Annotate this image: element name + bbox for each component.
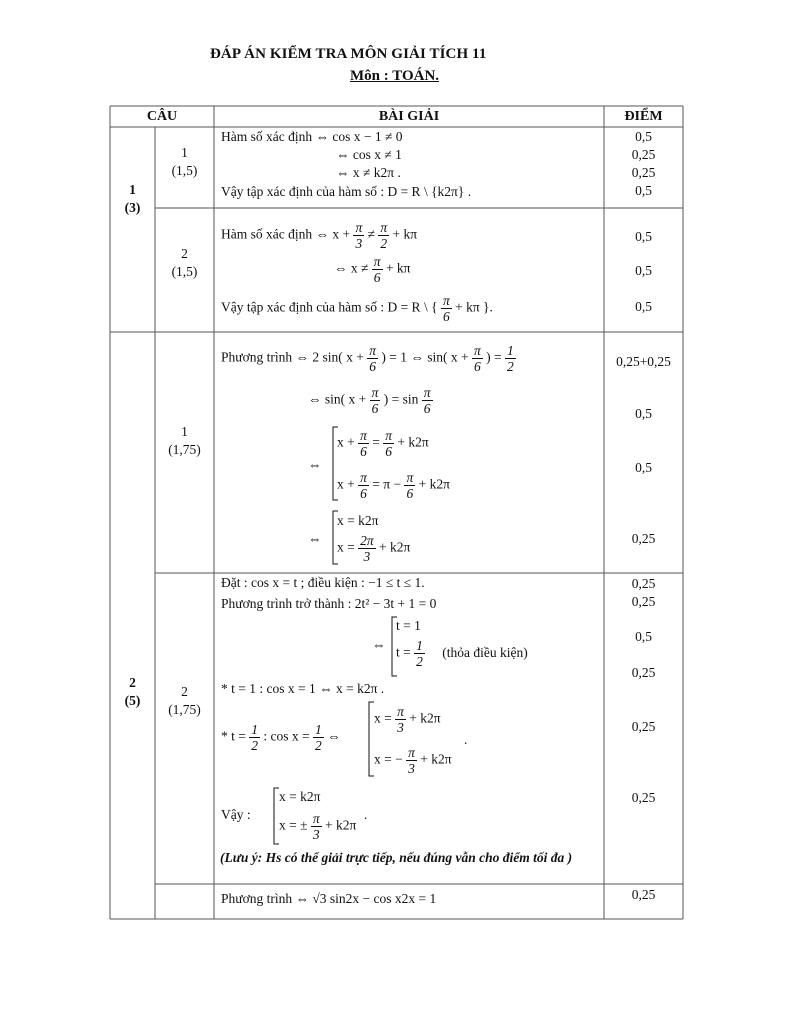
q2-p1-line1: Phương trình ⇔ 2 sin( x + $\frac{\pi}{6}$ ) = 1 ⇔ sin( x + $\frac{\pi}{6}$ ) = $\frac{1}{2}$	[221, 343, 514, 374]
q2-p3-line1: Phương trình ⇔ √3 sin2x − cos x2x = 1	[221, 891, 437, 906]
q2-points: (5)	[124, 693, 141, 708]
q1-p2-score1: 0,5	[635, 229, 652, 244]
q2-p2-period2: .	[364, 807, 368, 822]
q2-p1-equiv2: ⇔	[308, 531, 322, 546]
q1-p1-line3: ⇔ x ≠ k2π .	[336, 165, 401, 180]
q2-p1-line4: x + $\frac{\pi}{6}$ = π − $\frac{\pi}{6}$ + k2π	[337, 470, 450, 501]
q2-p2-line10: x = k2π	[279, 789, 321, 804]
q1-p1-label: 1	[181, 145, 188, 160]
q2-p2-line2: Phương trình trở thành : 2t² − 3t + 1 = 0	[221, 596, 437, 611]
q1-label: 1	[129, 182, 136, 197]
q2-p2-score5: 0,25	[631, 719, 656, 734]
q2-p1-line3: x + $\frac{\pi}{6}$ = $\frac{\pi}{6}$ + k2π	[337, 428, 429, 459]
q2-p2-score3: 0,5	[635, 629, 652, 644]
subject-title: Môn : TOÁN.	[350, 68, 440, 84]
q1-p2-line3: Vậy tập xác định của hàm số : D = R \ { $\frac{\pi}{6}$ + kπ }.	[221, 293, 493, 324]
q2-p2-label: 2	[181, 684, 188, 699]
q1-p1-score4: 0,5	[635, 183, 652, 198]
q2-p3-score1: 0,25	[631, 887, 656, 902]
q1-p1-score3: 0,25	[631, 165, 656, 180]
q2-p2-note: (Lưu ý: Hs có thể giải trực tiếp, nếu đúng vẫn cho điểm tối đa )	[220, 850, 573, 865]
q1-p2-line2: ⇔ x ≠ $\frac{\pi}{6}$ + kπ	[334, 254, 411, 285]
q2-p2-line5: * t = 1 : cos x = 1 ⇔ x = k2π .	[221, 681, 385, 696]
q2-p2-line9: Vậy :	[221, 807, 251, 822]
q2-p2-line7: x = $\frac{\pi}{3}$ + k2π	[374, 704, 441, 735]
q2-p2-line6: * t = $\frac{1}{2}$ : cos x = $\frac{1}{2}$ ⇔	[221, 722, 341, 753]
q2-p1-points: (1,75)	[168, 442, 201, 457]
header-bai-giai: BÀI GIẢI	[378, 109, 440, 124]
q2-p1-score2: 0,5	[635, 406, 652, 421]
q2-p1-score1: 0,25+0,25	[616, 354, 671, 369]
q2-p1-equiv1: ⇔	[308, 457, 322, 472]
q2-p2-score6: 0,25	[631, 790, 656, 805]
q1-p1-line4: Vậy tập xác định của hàm số : D = R \ {k2π} .	[221, 184, 472, 199]
q2-p1-line5: x = k2π	[337, 513, 379, 528]
q2-p2-points: (1,75)	[168, 702, 201, 717]
q1-p1-line2: ⇔ cos x ≠ 1	[336, 147, 402, 162]
q1-p1-score2: 0,25	[631, 147, 656, 162]
q2-p2-equiv1: ⇔	[372, 637, 386, 652]
q2-p1-line2: ⇔ sin( x + $\frac{\pi}{6}$ ) = sin $\frac{\pi}{6}$	[308, 385, 431, 416]
q2-p2-period: .	[464, 732, 468, 747]
q1-p1-score1: 0,5	[635, 129, 652, 144]
q2-p1-line6: x = $\frac{2\pi}{3}$ + k2π	[337, 533, 411, 564]
q1-points: (3)	[124, 200, 141, 215]
q2-p1-score4: 0,25	[631, 531, 656, 546]
q2-p2-score2: 0,25	[631, 594, 656, 609]
q2-p2-line11: x = ± $\frac{\pi}{3}$ + k2π	[279, 811, 357, 842]
q1-p2-line1: Hàm số xác định ⇔ x + $\frac{\pi}{3}$ ≠ $\frac{\pi}{2}$ + kπ	[221, 220, 418, 251]
q1-p2-label: 2	[181, 246, 188, 261]
q2-p2-score1: 0,25	[631, 576, 656, 591]
q1-p2-score3: 0,5	[635, 299, 652, 314]
q1-p2-points: (1,5)	[171, 264, 198, 279]
header-cau: CÂU	[146, 109, 178, 124]
q2-p2-line8: x = − $\frac{\pi}{3}$ + k2π	[374, 745, 452, 776]
q1-p1-points: (1,5)	[171, 163, 198, 178]
q2-p1-score3: 0,5	[635, 460, 652, 475]
q1-p2-score2: 0,5	[635, 263, 652, 278]
q2-p1-label: 1	[181, 424, 188, 439]
q1-p1-line1: Hàm số xác định ⇔ cos x − 1 ≠ 0	[221, 129, 403, 144]
q2-label: 2	[129, 675, 136, 690]
document-title: ĐÁP ÁN KIỂM TRA MÔN GIẢI TÍCH 11	[210, 46, 487, 62]
q2-p2-line4: t = $\frac{1}{2}$ (thỏa điều kiện)	[396, 638, 528, 669]
header-diem: ĐIỂM	[624, 109, 663, 124]
q2-p2-line3: t = 1	[396, 618, 421, 633]
q2-p2-line1: Đặt : cos x = t ; điều kiện : −1 ≤ t ≤ 1.	[221, 575, 425, 590]
q2-p2-score4: 0,25	[631, 665, 656, 680]
